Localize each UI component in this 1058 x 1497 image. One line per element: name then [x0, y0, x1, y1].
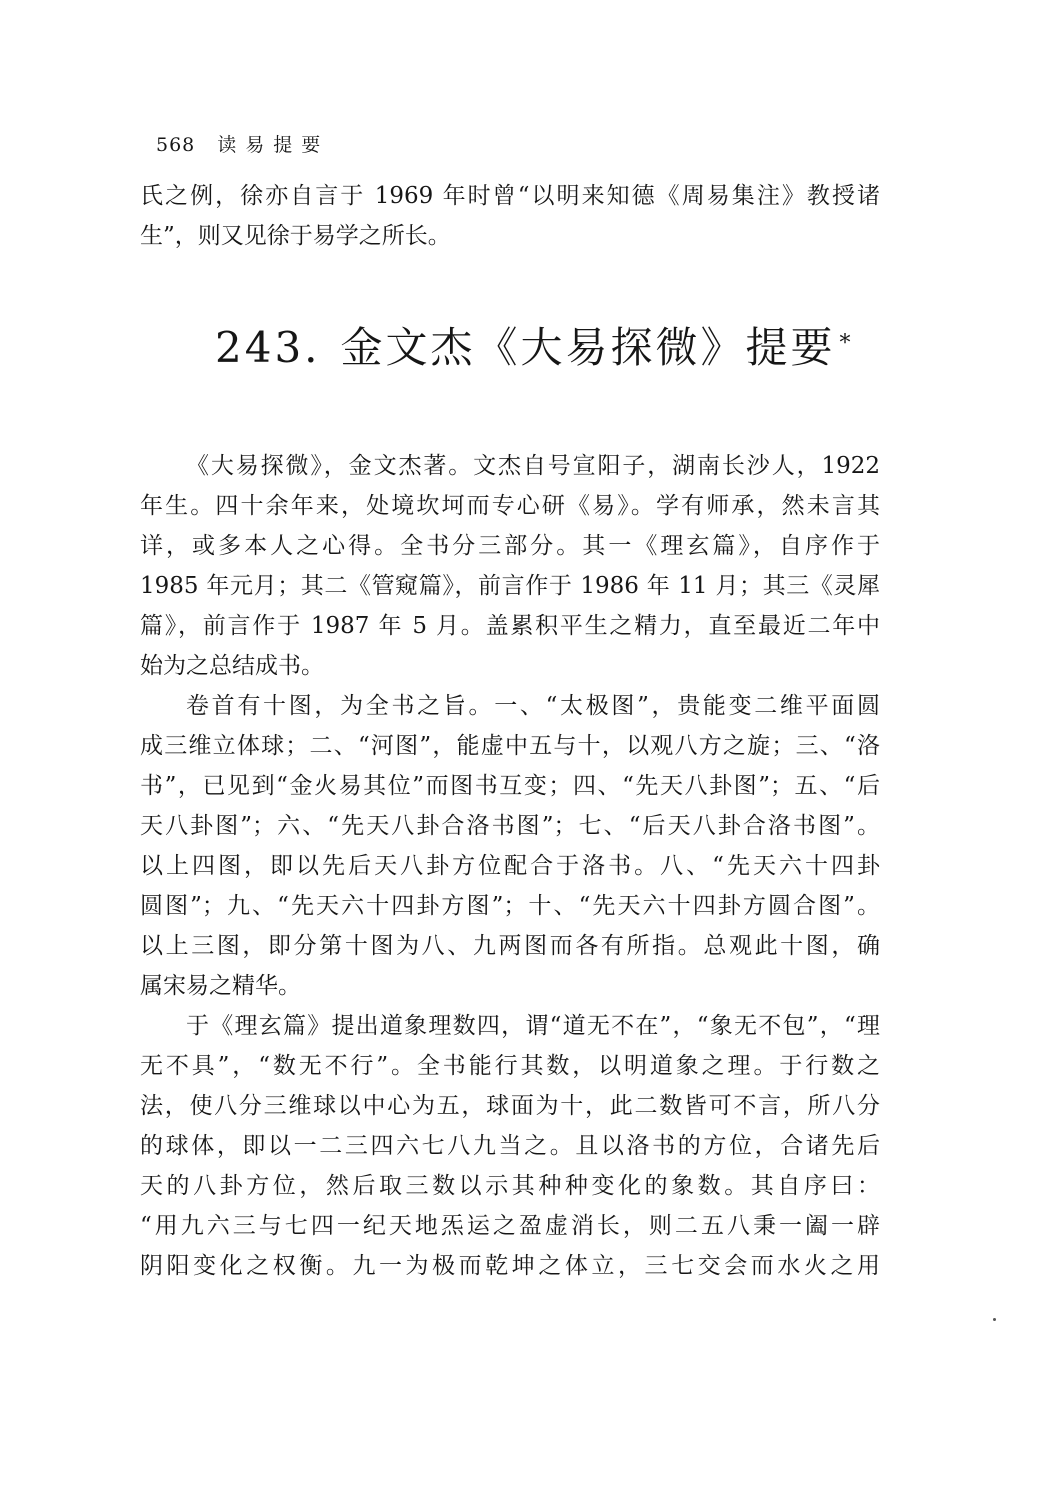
text-line: 属宋易之精华。 — [140, 973, 301, 999]
text-line: 始为之总结成书。 — [140, 653, 324, 679]
paragraph-3 — [140, 1006, 880, 1286]
text-line: 阴阳变化之权衡。九一为极而乾坤之体立，三七交会而水火之用 — [140, 1253, 880, 1279]
text-line: 生”，则又见徐于易学之所长。 — [140, 223, 451, 249]
text-line: 氏之例，徐亦自言于 1969 年时曾“以明来知德《周易集注》教授诸 — [140, 183, 880, 209]
text-line: 以上三图，即分第十图为八、九两图而各有所指。总观此十图，确 — [140, 933, 880, 959]
text-line: 卷首有十图，为全书之旨。一、“太极图”，贵能变二维平面圆 — [186, 693, 880, 719]
text-line: 成三维立体球；二、“河图”，能虚中五与十，以观八方之旋；三、“洛 — [140, 733, 880, 759]
text-line: 于《理玄篇》提出道象理数四，谓“道无不在”，“象无不包”，“理 — [186, 1013, 880, 1039]
text-line: 以上四图，即以先后天八卦方位配合于洛书。八、“先天六十四卦 — [140, 853, 880, 879]
text-line: 的球体，即以一二三四六七八九当之。且以洛书的方位，合诸先后 — [140, 1133, 880, 1159]
text-line: 法，使八分三维球以中心为五，球面为十，此二数皆可不言，所八分 — [140, 1093, 880, 1119]
text-line: 年生。四十余年来，处境坎坷而专心研《易》。学有师承，然未言其 — [140, 493, 880, 519]
paragraph-2 — [140, 686, 880, 1006]
body-text — [140, 446, 880, 1286]
section-title-text: 金文杰《大易探微》提要 — [340, 323, 836, 372]
paragraph-1 — [140, 446, 880, 686]
text-line: 书”，已见到“金火易其位”而图书互变；四、“先天八卦图”；五、“后 — [140, 773, 880, 799]
text-line: 详，或多本人之心得。全书分三部分。其一《理玄篇》，自序作于 — [140, 533, 880, 559]
running-head — [156, 132, 329, 158]
text-line: 篇》，前言作于 1987 年 5 月。盖累积平生之精力，直至最近二年中 — [140, 613, 880, 639]
text-line: 圆图”；九、“先天六十四卦方图”；十、“先天六十四卦方圆合图”。 — [140, 893, 880, 919]
text-line: 天八卦图”；六、“先天八卦合洛书图”；七、“后天八卦合洛书图”。 — [140, 813, 880, 839]
footnote-mark: * — [839, 331, 854, 356]
scan-speck — [993, 1318, 996, 1321]
section-number: 243. — [215, 323, 321, 372]
carry-over-paragraph — [140, 176, 880, 256]
page-number: 568 — [156, 134, 196, 156]
section-title — [215, 318, 854, 378]
text-line: 1985 年元月；其二《管窥篇》，前言作于 1986 年 11 月；其三《灵犀 — [140, 573, 880, 599]
book-title: 读易提要 — [217, 134, 330, 156]
text-line: 天的八卦方位，然后取三数以示其种种变化的象数。其自序曰： — [140, 1173, 880, 1199]
text-line: 无不具”，“数无不行”。全书能行其数，以明道象之理。于行数之 — [140, 1053, 880, 1079]
text-line: 《大易探微》，金文杰著。文杰自号宣阳子，湖南长沙人，1922 — [186, 453, 880, 479]
text-line: “用九六三与七四一纪天地炁运之盈虚消长，则二五八秉一阖一辟 — [140, 1213, 880, 1239]
